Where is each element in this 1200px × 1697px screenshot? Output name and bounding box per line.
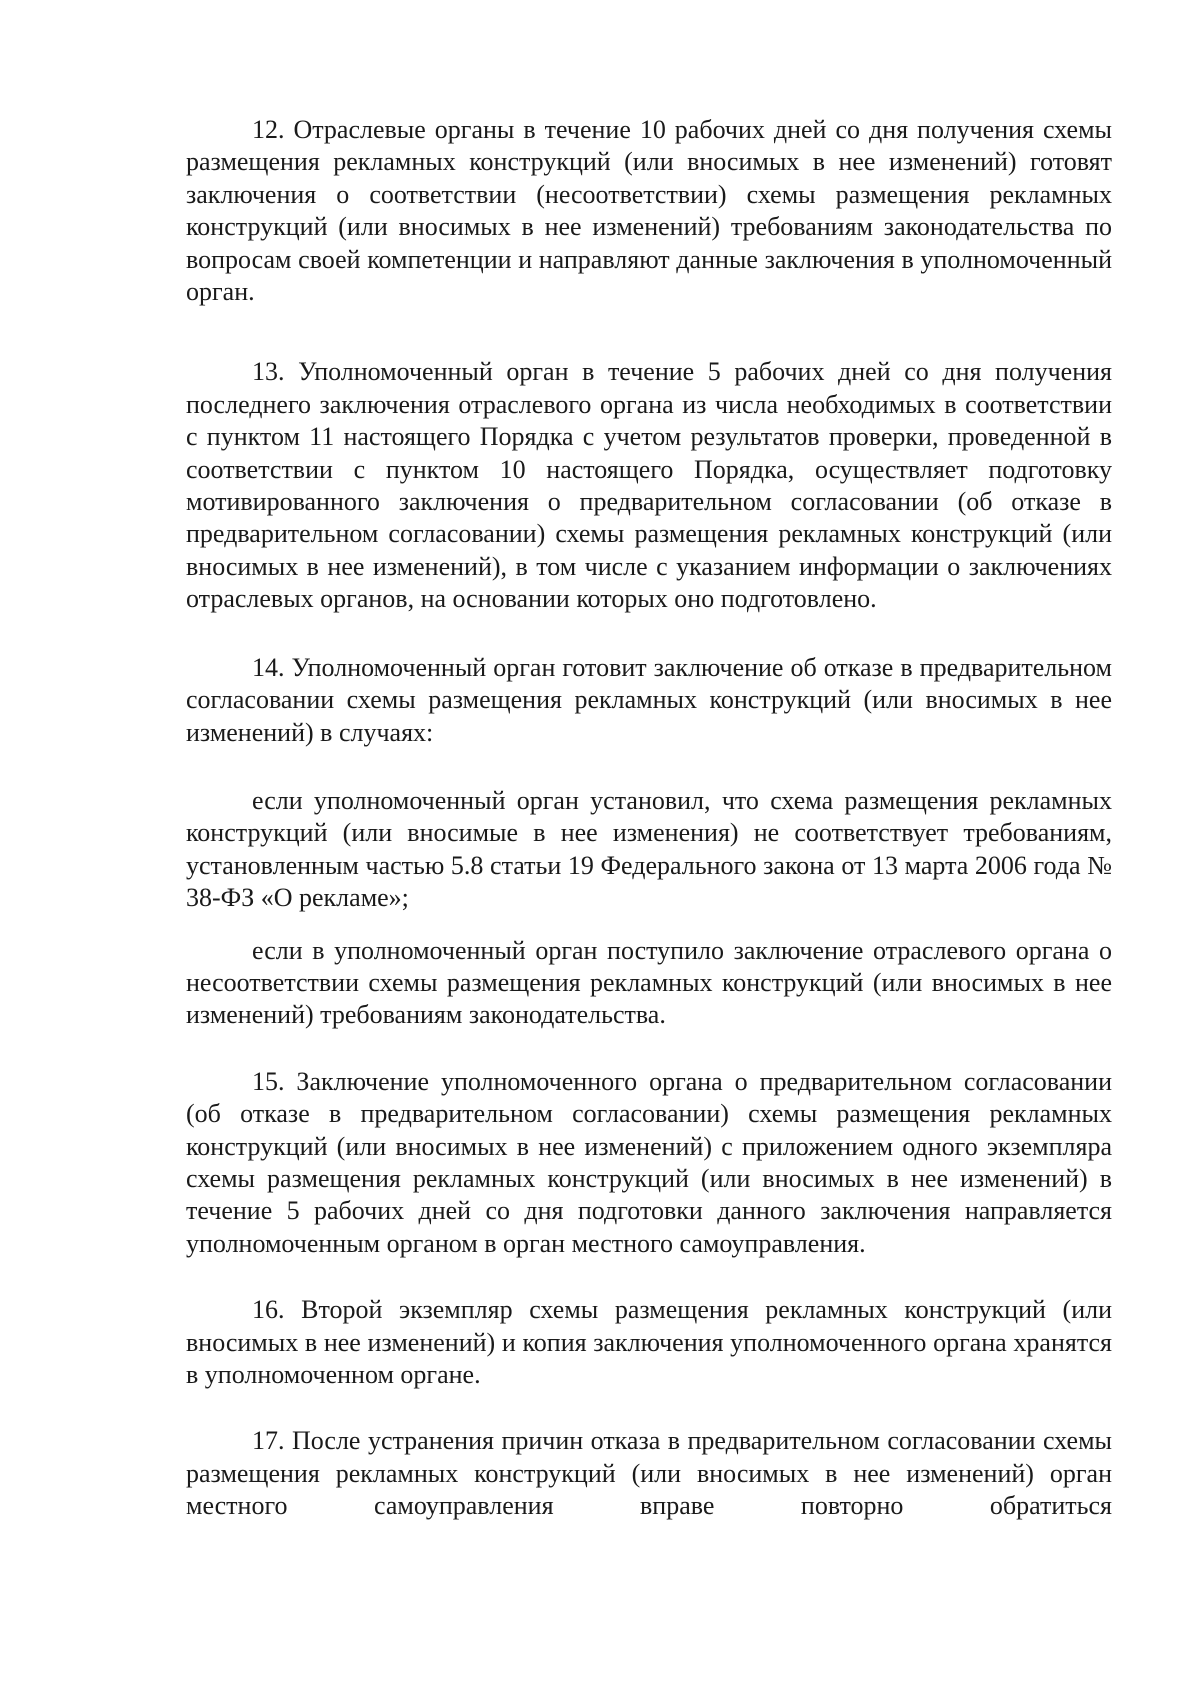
paragraph-17: 17. После устранения причин отказа в предварительном согласовании схемы размещения рекламных конструкций (или вносимых в нее изменений) орган местного самоуправления вправе повторно обратиться xyxy=(186,1426,1112,1521)
paragraph-15: 15. Заключение уполномоченного органа о предварительном согласовании (об отказе в предварительном согласовании) схемы размещения рекламных конструкций (или вносимых в нее изменений) с приложением одного экземпляра схемы размещения рекламных конструкций (или вносимых в нее изменений) в течение 5 рабочих дней со дня подготовки данного заключения направляется уполномоченным органом в орган местного самоуправления. xyxy=(186,1066,1112,1258)
paragraph-13: 13. Уполномоченный орган в течение 5 рабочих дней со дня получения последнего заключения отраслевого органа из числа необходимых в соответствии с пунктом 11 настоящего Порядка с учетом результатов проверки, проведенной в соответствии с пунктом 10 настоящего Порядка, осуществляет подготовку мотивированного заключения о предварительном согласовании (об отказе в предварительном согласовании) схемы размещения рекламных конструкций (или вносимых в нее изменений), в том числе с указанием информации о заключениях отраслевых органов, на основании которых оно подготовлено. xyxy=(186,357,1112,614)
paragraph-16: 16. Второй экземпляр схемы размещения рекламных конструкций (или вносимых в нее изменений) и копия заключения уполномоченного органа хранятся в уполномоченном органе. xyxy=(186,1295,1112,1389)
paragraph-12: 12. Отраслевые органы в течение 10 рабочих дней со дня получения схемы размещения рекламных конструкций (или вносимых в нее изменений) готовят заключения о соответствии (несоответствии) схемы размещения рекламных конструкций (или вносимых в нее изменений) требованиям законодательства по вопросам своей компетенции и направляют данные заключения в уполномоченный орган. xyxy=(186,115,1112,307)
paragraph-14: 14. Уполномоченный орган готовит заключение об отказе в предварительном согласовании схемы размещения рекламных конструкций (или вносимых в нее изменений) в случаях: xyxy=(186,652,1112,747)
paragraph-14-case-1: если уполномоченный орган установил, что схема размещения рекламных конструкций (или вносимые в нее изменения) не соответствует требованиям, установленным частью 5.8 статьи 19 Федерального закона от 13 марта 2006 года № 38-ФЗ «О рекламе»; xyxy=(186,785,1112,913)
paragraph-14-case-2: если в уполномоченный орган поступило заключение отраслевого органа о несоответствии схемы размещения рекламных конструкций (или вносимых в нее изменений) требованиям законодательства. xyxy=(186,935,1112,1030)
